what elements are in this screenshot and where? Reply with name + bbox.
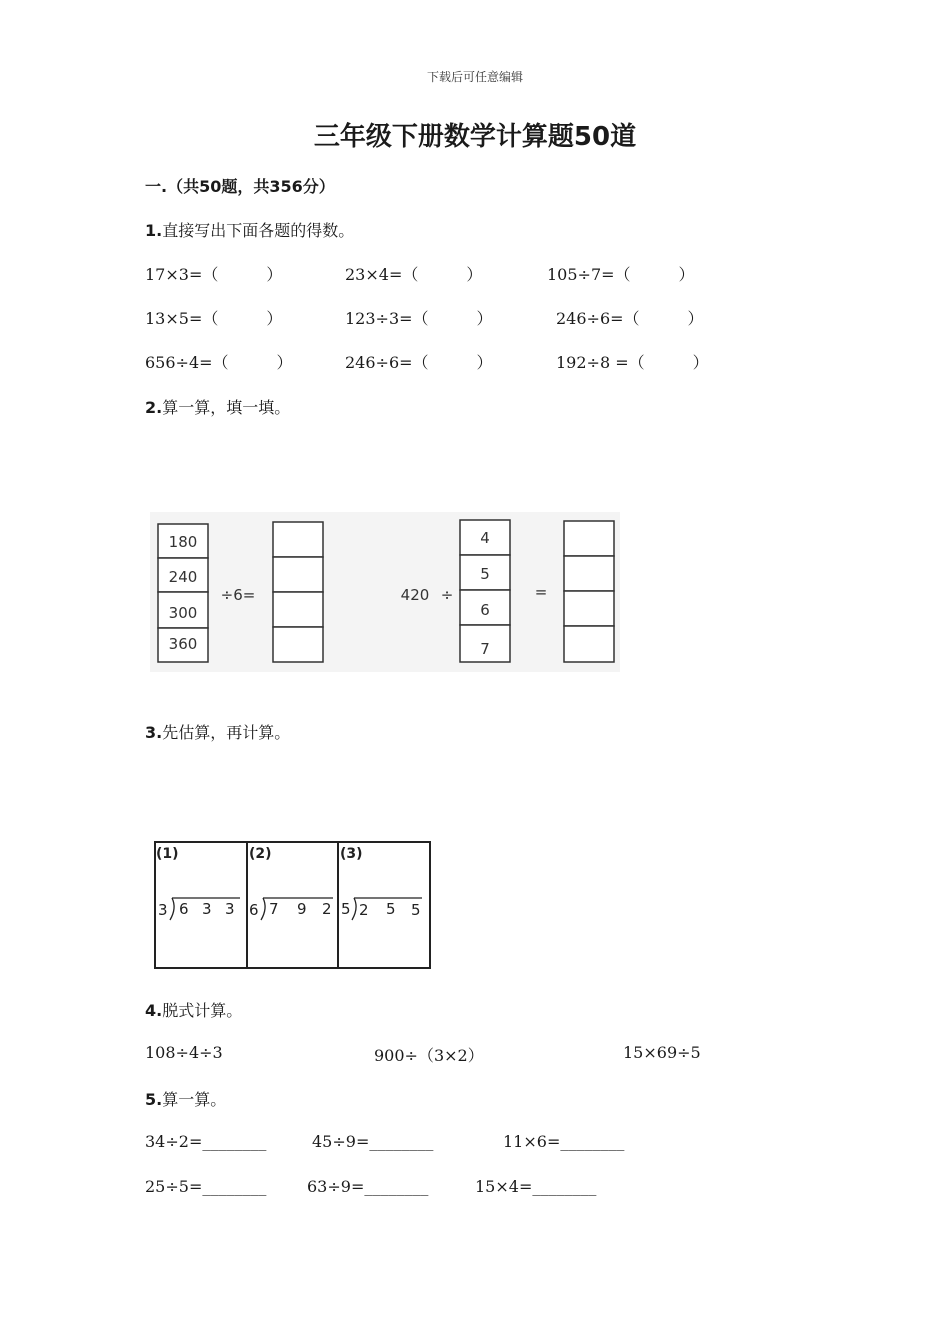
q1-item: 192÷8 =（ ） [556, 353, 709, 372]
operator-text: ÷6= [220, 586, 256, 604]
value-text: 300 [168, 604, 198, 622]
answer-box [273, 592, 323, 627]
q5-item: 45÷9=________ [312, 1132, 434, 1151]
question-number: 5. [145, 1090, 163, 1109]
question-4 [145, 998, 242, 1021]
q4-item: 108÷4÷3 [145, 1043, 223, 1062]
question-2 [145, 395, 290, 418]
operator-text: ÷ [440, 586, 454, 604]
digit-text: 5 [386, 900, 396, 918]
q1-item: 246÷6=（ ） [556, 309, 704, 328]
answer-box [273, 557, 323, 592]
value-text: 180 [168, 533, 198, 551]
q1-item: 105÷7=（ ） [547, 265, 695, 284]
divisor-text: 3 [158, 901, 168, 919]
digit-text: 9 [297, 900, 307, 918]
digit-text: 2 [359, 901, 369, 919]
q3-figure [150, 838, 435, 973]
value-text: 240 [168, 568, 198, 586]
q4-item: 900÷（3×2） [374, 1046, 484, 1065]
q5-item: 63÷9=________ [307, 1177, 429, 1196]
question-number: 2. [145, 398, 163, 417]
question-number: 1. [145, 221, 163, 240]
section-heading: 一.（共50题，共356分） [145, 177, 335, 196]
value-text: 5 [480, 565, 490, 583]
divisor-text: 6 [249, 901, 259, 919]
q2-figure [150, 512, 620, 672]
value-text: 4 [480, 529, 490, 547]
question-text: 先估算，再计算。 [162, 723, 291, 742]
question-number: 3. [145, 723, 163, 742]
q4-item: 15×69÷5 [623, 1043, 701, 1062]
q1-item: 246÷6=（ ） [345, 353, 493, 372]
answer-box [564, 521, 614, 556]
q1-item: 13×5=（ ） [145, 309, 283, 328]
answer-box [273, 627, 323, 662]
answer-box [564, 591, 614, 626]
question-1 [145, 218, 354, 241]
digit-text: 6 [179, 900, 189, 918]
dividend-text: 420 [400, 586, 430, 604]
question-text: 脱式计算。 [162, 1001, 243, 1020]
question-text: 算一算。 [162, 1090, 227, 1109]
q5-item: 11×6=________ [503, 1132, 625, 1151]
divisor-text: 5 [341, 900, 351, 918]
q1-item: 23×4=（ ） [345, 265, 483, 284]
answer-box [273, 522, 323, 557]
equals-text: = [534, 583, 548, 601]
digit-text: 7 [269, 900, 279, 918]
cell-label: (1) [156, 846, 179, 862]
digit-text: 5 [411, 901, 421, 919]
q3-diagram [150, 838, 435, 973]
q5-item: 34÷2=________ [145, 1132, 267, 1151]
q1-item: 656÷4=（ ） [145, 353, 293, 372]
q1-item: 123÷3=（ ） [345, 309, 493, 328]
digit-text: 3 [202, 900, 212, 918]
question-text: 直接写出下面各题的得数。 [162, 221, 355, 240]
q2-diagram [150, 512, 620, 672]
question-text: 算一算，填一填。 [162, 398, 291, 417]
q5-item: 25÷5=________ [145, 1177, 267, 1196]
q1-item: 17×3=（ ） [145, 265, 283, 284]
q5-item: 15×4=________ [475, 1177, 597, 1196]
question-5 [145, 1087, 226, 1110]
value-text: 7 [480, 640, 490, 658]
question-3 [145, 720, 290, 743]
digit-text: 2 [322, 900, 332, 918]
answer-box [564, 556, 614, 591]
cell-label: (2) [249, 846, 272, 862]
value-text: 6 [480, 601, 490, 619]
answer-box [564, 626, 614, 662]
cell-label: (3) [340, 846, 363, 862]
digit-text: 3 [225, 900, 235, 918]
header-note: 下载后可任意编辑 [426, 70, 523, 84]
page-title: 三年级下册数学计算题50道 [313, 122, 637, 152]
question-number: 4. [145, 1001, 163, 1020]
value-text: 360 [168, 635, 198, 653]
